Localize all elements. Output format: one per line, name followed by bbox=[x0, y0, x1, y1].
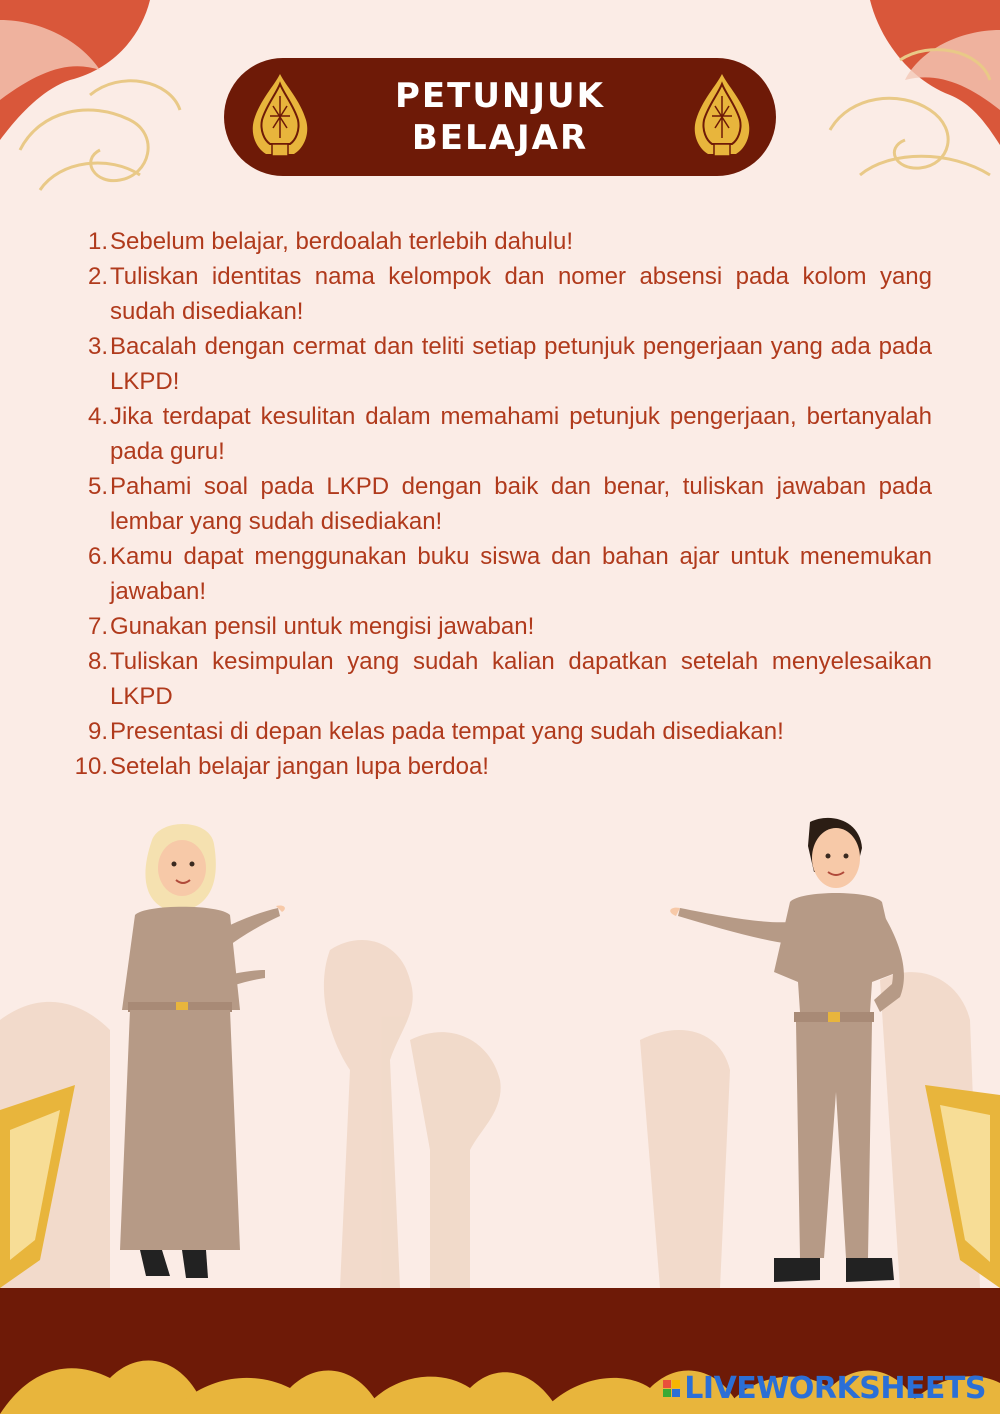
step-text: Bacalah dengan cermat dan teliti setiap petunjuk pengerjaan yang ada pada LKPD! bbox=[110, 333, 932, 395]
instruction-list bbox=[70, 224, 932, 784]
step-number: 8. bbox=[87, 648, 108, 675]
title-line-1: PETUNJUK bbox=[394, 76, 605, 116]
batik-cloud-ornament-top-left bbox=[0, 0, 180, 190]
step-text: Jika terdapat kesulitan dalam memahami petunjuk pengerjaan, bertanyalah pada guru! bbox=[110, 403, 932, 465]
page-title bbox=[395, 75, 605, 159]
step-number: 1. bbox=[87, 228, 108, 255]
list-item bbox=[70, 644, 932, 714]
list-item bbox=[70, 539, 932, 609]
step-number: 3. bbox=[87, 333, 108, 360]
step-text: Setelah belajar jangan lupa berdoa! bbox=[110, 753, 489, 780]
watermark-text: LIVEWORKSHEETS bbox=[684, 1371, 986, 1406]
list-item bbox=[70, 399, 932, 469]
step-number: 9. bbox=[87, 718, 108, 745]
step-number: 4. bbox=[87, 403, 108, 430]
step-text: Sebelum belajar, berdoalah terlebih dahulu! bbox=[110, 228, 573, 255]
list-item bbox=[70, 714, 932, 749]
list-item bbox=[70, 259, 932, 329]
step-number: 2. bbox=[87, 263, 108, 290]
title-line-2: BELAJAR bbox=[411, 118, 589, 158]
list-item bbox=[70, 749, 932, 784]
step-number: 10. bbox=[74, 753, 108, 780]
gunungan-icon bbox=[690, 72, 754, 160]
step-text: Tuliskan kesimpulan yang sudah kalian dapatkan setelah menyelesaikan LKPD bbox=[110, 648, 932, 710]
step-number: 5. bbox=[87, 473, 108, 500]
list-item bbox=[70, 224, 932, 259]
batik-cloud-ornament-top-right bbox=[830, 0, 1000, 175]
step-text: Gunakan pensil untuk mengisi jawaban! bbox=[110, 613, 535, 640]
step-number: 6. bbox=[87, 543, 108, 570]
male-teacher-illustration bbox=[660, 812, 920, 1292]
list-item bbox=[70, 609, 932, 644]
bottom-stage bbox=[0, 1288, 1000, 1414]
liveworksheets-logo-icon bbox=[663, 1380, 680, 1397]
list-item bbox=[70, 469, 932, 539]
liveworksheets-watermark bbox=[663, 1371, 986, 1406]
step-text: Kamu dapat menggunakan buku siswa dan bahan ajar untuk menemukan jawaban! bbox=[110, 543, 932, 605]
gunungan-icon bbox=[248, 72, 312, 160]
step-text: Presentasi di depan kelas pada tempat yang sudah disediakan! bbox=[110, 718, 784, 745]
female-teacher-illustration bbox=[90, 820, 290, 1290]
step-text: Pahami soal pada LKPD dengan baik dan benar, tuliskan jawaban pada lembar yang sudah disediakan! bbox=[110, 473, 932, 535]
list-item bbox=[70, 329, 932, 399]
step-number: 7. bbox=[87, 613, 108, 640]
step-text: Tuliskan identitas nama kelompok dan nomer absensi pada kolom yang sudah disediakan! bbox=[110, 263, 932, 325]
